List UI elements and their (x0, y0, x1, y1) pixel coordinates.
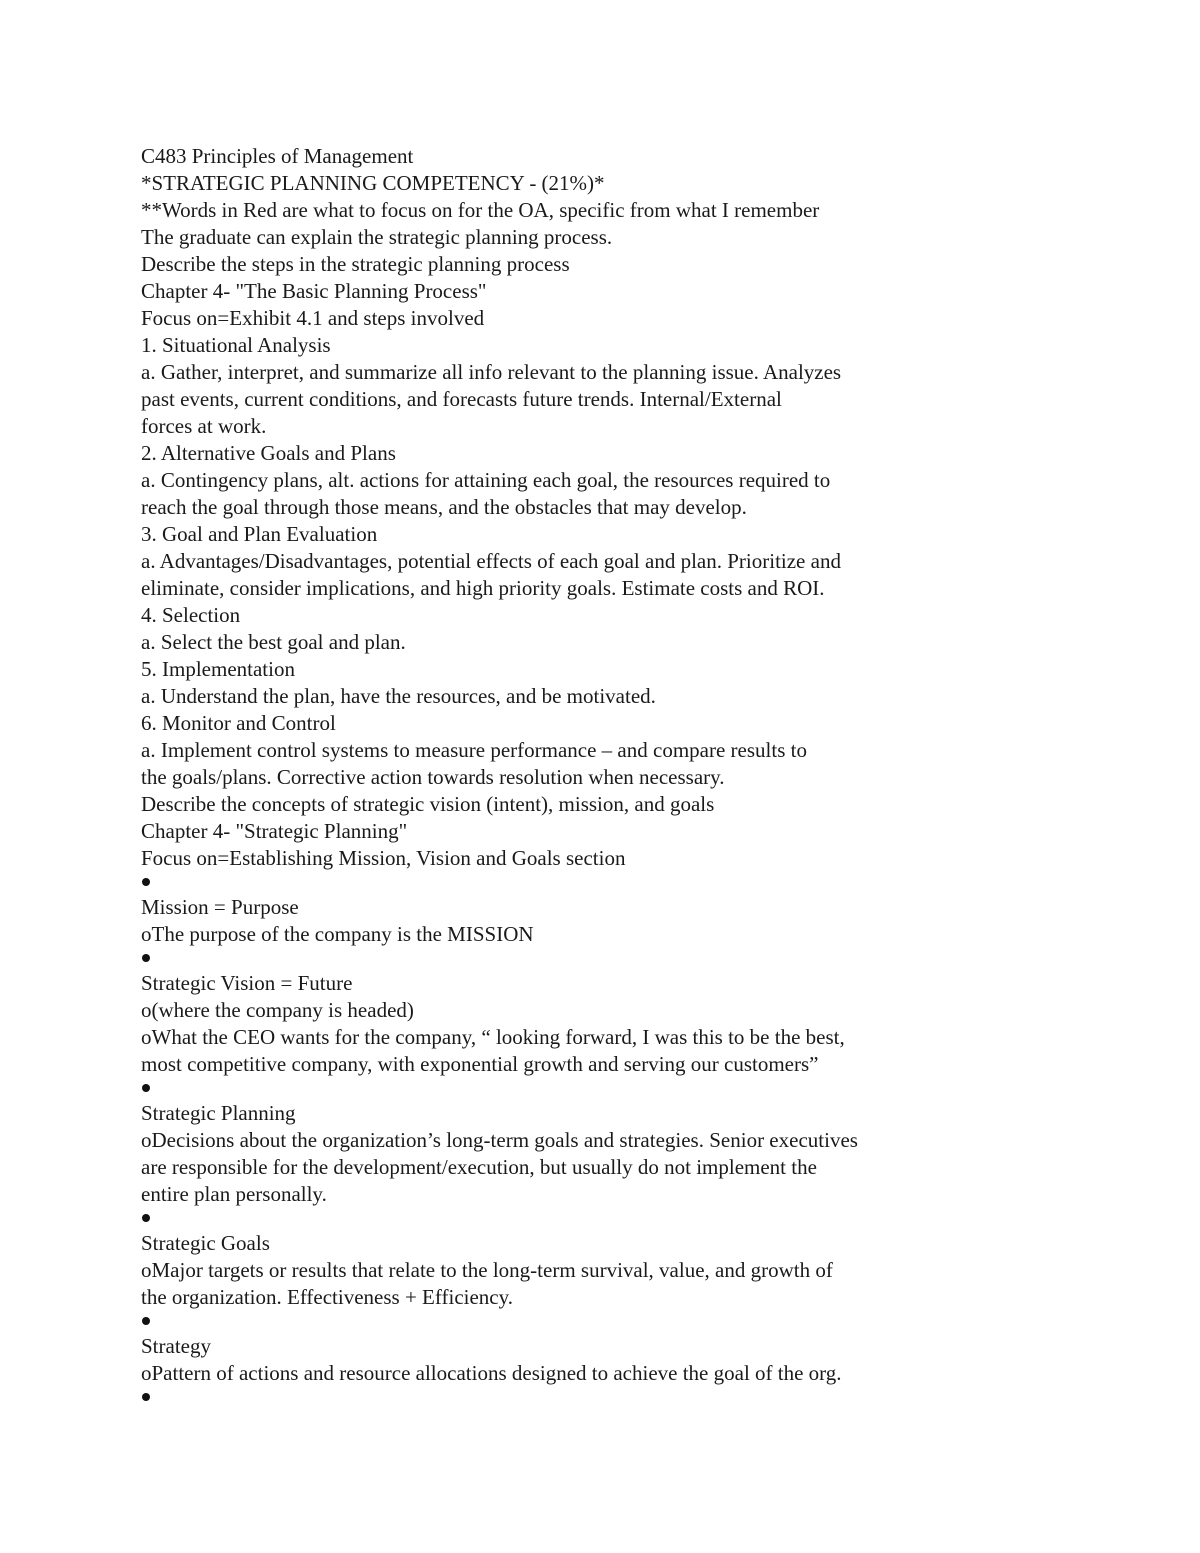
text-line: Strategic Vision = Future (141, 971, 353, 995)
bullet-marker (141, 1208, 1041, 1230)
bullet-marker (141, 1311, 1041, 1333)
bullet-dot-icon (142, 1084, 150, 1092)
text-line: a. Select the best goal and plan. (141, 630, 406, 654)
text-line: a. Contingency plans, alt. actions for attaining each goal, the resources required to (141, 468, 831, 492)
text-line: 2. Alternative Goals and Plans (141, 441, 396, 465)
document-body (141, 143, 1041, 1409)
bullet-dot-icon (142, 878, 150, 886)
text-line: a. Implement control systems to measure performance – and compare results to (141, 738, 807, 762)
text-line: a. Understand the plan, have the resources, and be motivated. (141, 684, 656, 708)
text-line: Strategic Goals (141, 1231, 270, 1255)
text-line: entire plan personally. (141, 1182, 327, 1206)
bullet-dot-icon (142, 1214, 150, 1222)
text-line: oMajor targets or results that relate to the long-term survival, value, and growth of (141, 1258, 833, 1282)
text-line: reach the goal through those means, and the obstacles that may develop. (141, 495, 747, 519)
text-line: 3. Goal and Plan Evaluation (141, 522, 378, 546)
text-line: Focus on=Exhibit 4.1 and steps involved (141, 306, 485, 330)
bullet-marker (141, 948, 1041, 970)
text-line: oPattern of actions and resource allocations designed to achieve the goal of the org. (141, 1361, 842, 1385)
text-line: **Words in Red are what to focus on for the OA, specific from what I remember (141, 198, 820, 222)
bullet-marker (141, 872, 1041, 894)
text-line: forces at work. (141, 414, 267, 438)
text-line: C483 Principles of Management (141, 144, 414, 168)
text-line: a. Gather, interpret, and summarize all info relevant to the planning issue. Analyzes (141, 360, 842, 384)
bullet-dot-icon (142, 1317, 150, 1325)
text-line: the goals/plans. Corrective action towards resolution when necessary. (141, 765, 725, 789)
text-line: a. Advantages/Disadvantages, potential effects of each goal and plan. Prioritize and (141, 549, 841, 573)
text-line: Mission = Purpose (141, 895, 299, 919)
text-line: o(where the company is headed) (141, 998, 414, 1022)
text-line: 1. Situational Analysis (141, 333, 331, 357)
text-line: Focus on=Establishing Mission, Vision and Goals section (141, 846, 626, 870)
text-line: are responsible for the development/execution, but usually do not implement the (141, 1155, 817, 1179)
text-line: Strategy (141, 1334, 211, 1358)
text-line: oDecisions about the organization’s long-term goals and strategies. Senior executives (141, 1128, 858, 1152)
text-line: Strategic Planning (141, 1101, 296, 1125)
bullet-marker (141, 1387, 1041, 1409)
text-line: Describe the steps in the strategic planning process (141, 252, 570, 276)
text-line: oThe purpose of the company is the MISSION (141, 922, 534, 946)
bullet-dot-icon (142, 954, 150, 962)
text-line: 5. Implementation (141, 657, 295, 681)
text-line: most competitive company, with exponential growth and serving our customers” (141, 1052, 819, 1076)
text-line: 4. Selection (141, 603, 241, 627)
text-line: eliminate, consider implications, and high priority goals. Estimate costs and ROI. (141, 576, 825, 600)
text-line: the organization. Effectiveness + Efficiency. (141, 1285, 514, 1309)
text-line: *STRATEGIC PLANNING COMPETENCY - (21%)* (141, 171, 605, 195)
text-line: Chapter 4- "Strategic Planning" (141, 819, 408, 843)
text-line: Describe the concepts of strategic vision (intent), mission, and goals (141, 792, 715, 816)
bullet-dot-icon (142, 1393, 150, 1401)
text-line: 6. Monitor and Control (141, 711, 336, 735)
bullet-marker (141, 1078, 1041, 1100)
text-line: past events, current conditions, and forecasts future trends. Internal/External (141, 387, 782, 411)
text-line: Chapter 4- "The Basic Planning Process" (141, 279, 487, 303)
text-line: The graduate can explain the strategic planning process. (141, 225, 613, 249)
text-line: oWhat the CEO wants for the company, “ looking forward, I was this to be the best, (141, 1025, 845, 1049)
